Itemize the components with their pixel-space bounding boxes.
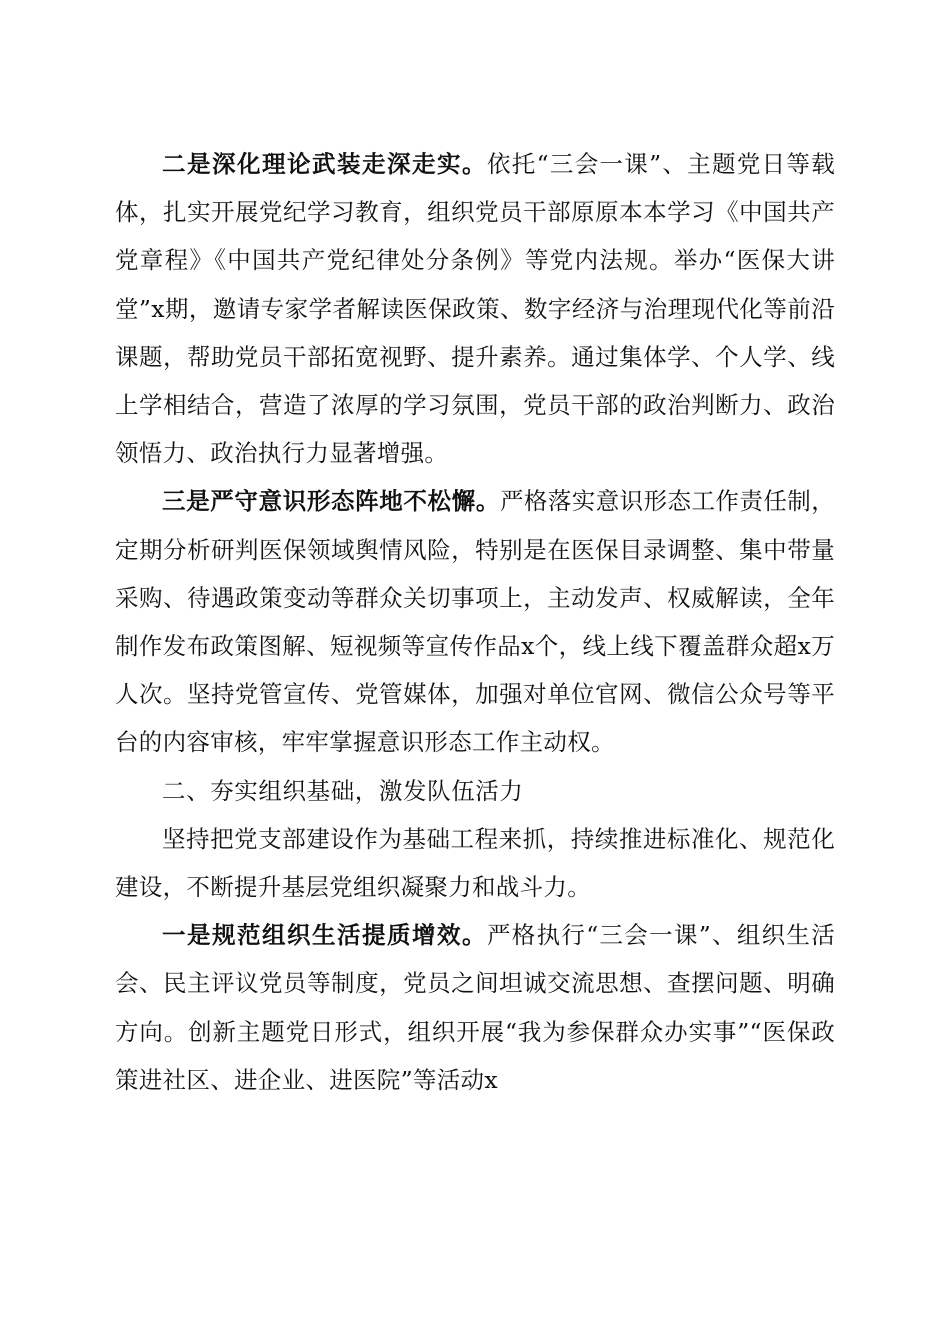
- paragraph-text: 依托“三会一课”、主题党日等载体，扎实开展党纪学习教育，组织党员干部原原本本学习《中国共产党章程》《中国共产党纪律处分条例》等党内法规。举办“医保大讲堂”x期，邀请专家学者解读医保政策、数字经济与治理现代化等前沿课题，帮助党员干部拓宽视野、提升素养。通过集体学、个人学、线上学相结合，营造了浓厚的学习氛围，党员干部的政治判断力、政治领悟力、政治执行力显著增强。: [115, 150, 836, 468]
- paragraph-ideology: [115, 477, 835, 766]
- paragraph-lead: 二是深化理论武装走深走实。: [162, 150, 487, 178]
- paragraph-lead: 三是严守意识形态阵地不松懈。: [162, 487, 500, 516]
- paragraph-theory-study: [115, 140, 835, 477]
- paragraph-text: 严格执行“三会一课”、组织生活会、民主评议党员等制度，党员之间坦诚交流思想、查摆问题、明确方向。创新主题党日形式，组织开展“我为参保群众办实事”“医保政策进社区、进企业、进医院”等活动x: [115, 921, 836, 1094]
- section-intro: 坚持把党支部建设作为基础工程来抓，持续推进标准化、规范化建设，不断提升基层党组织凝聚力和战斗力。: [115, 824, 835, 902]
- paragraph-lead: 一是规范组织生活提质增效。: [162, 921, 487, 950]
- paragraph-organization-life: [115, 911, 835, 1104]
- document-body: [115, 140, 835, 1104]
- section-heading: 二、夯实组织基础，激发队伍活力: [162, 776, 524, 805]
- paragraph-text: 严格落实意识形态工作责任制，定期分析研判医保领域舆情风险，特别是在医保目录调整、集中带量采购、待遇政策变动等群众关切事项上，主动发声、权威解读，全年制作发布政策图解、短视频等宣传作品x个，线上线下覆盖群众超x万人次。坚持党管宣传、党管媒体，加强对单位官网、微信公众号等平台的内容审核，牢牢掌握意识形态工作主动权。: [115, 487, 835, 757]
